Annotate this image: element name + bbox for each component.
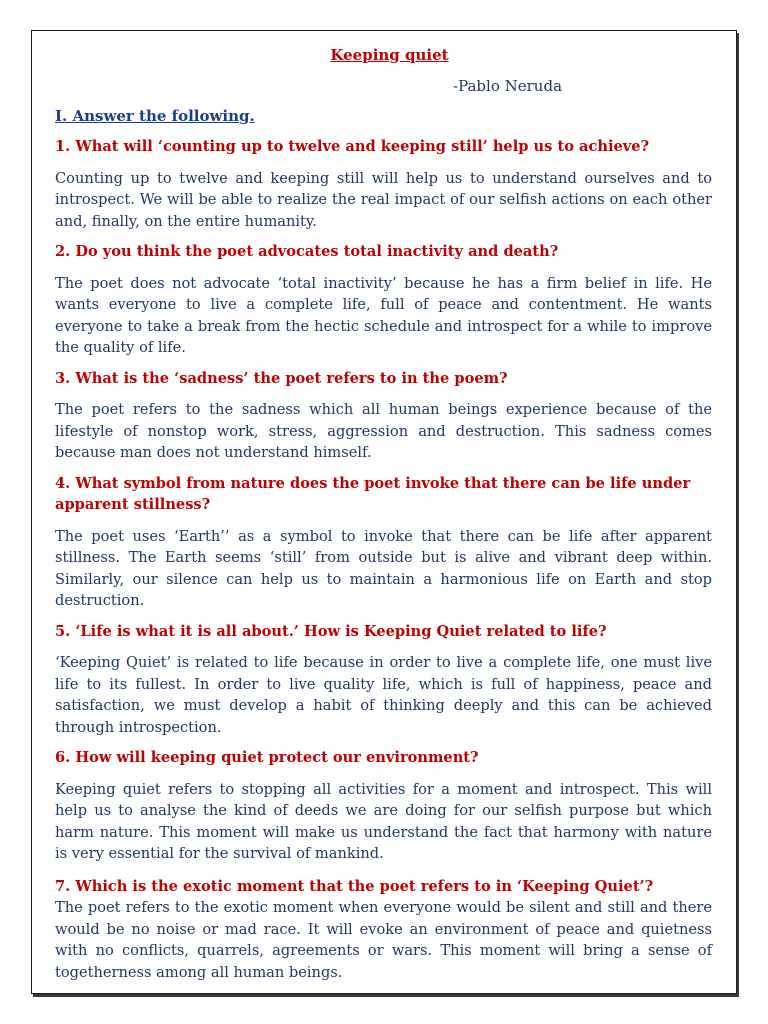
question-6: 6. How will keeping quiet protect our environment? [55,749,479,766]
answer-4: The poet uses ‘Earth’’ as a symbol to invoke that there can be life after apparent stillness. The Earth seems ‘still’ from outside but is alive and vibrant deep within. Similarly, our silence can help us to maintain a harmonious life on Earth and stop destruction. [55,527,712,609]
answer-7: The poet refers to the exotic moment when everyone would be silent and still and there would be no noise or mad race. It will evoke an environment of peace and quietness with no conflicts, quarrels, agreements or wars. This moment will bring a sense of togetherness among all human beings. [55,899,712,981]
question-7: 7. Which is the exotic moment that the poet refers to in ‘Keeping Quiet’? [55,877,654,895]
question-4: 4. What symbol from nature does the poet invoke that there can be life under apparent stillness? [55,474,691,513]
question-5: 5. ‘Life is what it is all about.’ How is Keeping Quiet related to life? [55,622,607,640]
question-2: 2. Do you think the poet advocates total inactivity and death? [55,243,559,260]
answer-3: The poet refers to the sadness which all human beings experience because of the lifestyle of nonstop work, stress, aggression and destruction. This sadness comes because man does not understand himself. [55,401,712,461]
answer-5: ‘Keeping Quiet’ is related to life because in order to live a complete life, one must live life to its fullest. In order to live quality life, which is full of happiness, peace and satisfaction, we must develop a habit of thinking deeply and this can be achieved through introspection. [55,654,712,736]
document-author: -Pablo Neruda [453,77,563,95]
question-3: 3. What is the ‘sadness’ the poet refers to in the poem? [55,369,508,387]
answer-6: Keeping quiet refers to stopping all activities for a moment and introspect. This will help us to analyse the kind of deeds we are doing for our selfish purpose but which harm nature. This moment will make us understand the fact that harmony with nature is very essential for the survival of mankind. [55,780,712,862]
document-title: Keeping quiet [330,46,449,64]
section-heading: I. Answer the following. [55,107,255,125]
answer-2: The poet does not advocate ‘total inactivity’ because he has a firm belief in life. He wants everyone to live a complete life, full of peace and contentment. He wants everyone to take a break from the hectic schedule and introspect for a while to improve the quality of life. [55,274,712,356]
document-body [55,44,712,983]
answer-1: Counting up to twelve and keeping still will help us to understand ourselves and to introspect. We will be able to realize the real impact of our selfish actions on each other and, finally, on the entire humanity. [55,169,712,230]
question-1: 1. What will ‘counting up to twelve and keeping still’ help us to achieve? [55,138,650,155]
